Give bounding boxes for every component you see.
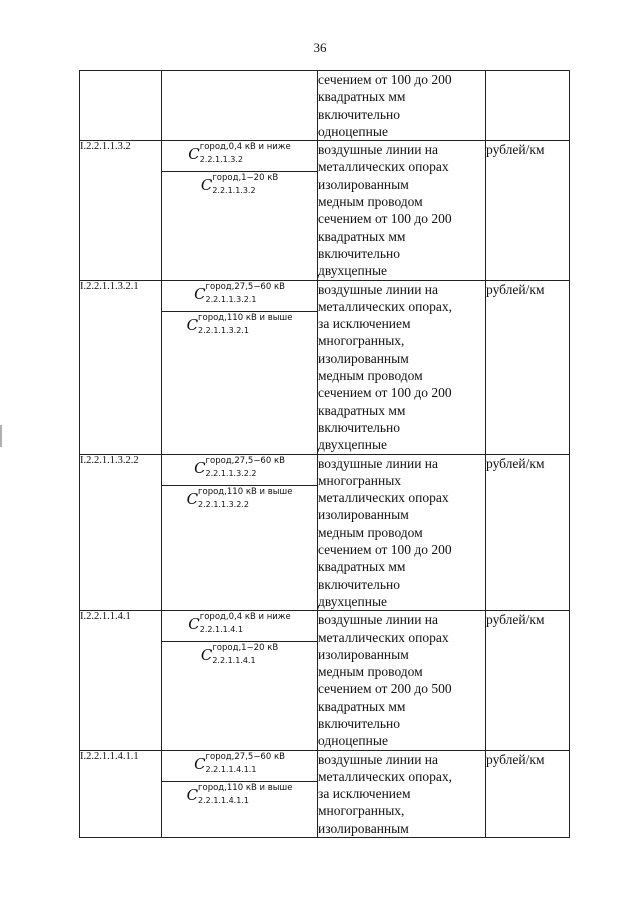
row-description: [318, 750, 486, 837]
description-line: за исключением: [318, 316, 411, 332]
coefficient-cell: [162, 280, 318, 454]
description-line: воздушные линии на: [318, 751, 439, 767]
description-line: квадратных мм: [318, 559, 406, 575]
coefficient-symbol: C: [200, 176, 213, 195]
description-line: включительно: [318, 576, 401, 592]
coefficient-symbol: C: [194, 754, 206, 773]
coefficient-superscript: город,27,5−60 кВ: [205, 281, 285, 292]
coefficient-cell: [162, 71, 318, 141]
description-line: изолированным: [318, 820, 409, 836]
row-unit: [486, 71, 570, 141]
row-description: [318, 280, 486, 454]
coefficient-symbol: C: [200, 646, 213, 665]
row-code: I.2.2.1.1.3.2.2: [80, 454, 162, 611]
description-line: квадратных мм: [318, 228, 406, 244]
tariff-table: [79, 70, 570, 838]
page-number: 36: [313, 40, 327, 55]
coefficient-formula: [162, 641, 317, 671]
description-line: воздушные линии на: [318, 612, 439, 628]
coefficient-cell: [162, 611, 318, 750]
description-line: двухцепные: [318, 437, 388, 453]
coefficient-subscript: 2.2.1.1.4.1.1: [198, 795, 249, 805]
description-line: включительно: [318, 245, 401, 261]
coefficient-superscript: город,1−20 кВ: [212, 173, 279, 184]
description-line: за исключением: [318, 786, 411, 802]
description-line: одноцепные: [318, 123, 388, 139]
description-line: воздушные линии на: [318, 142, 439, 158]
table-row: [80, 750, 570, 837]
row-description: [318, 611, 486, 750]
description-line: сечением от 100 до 200: [318, 72, 452, 87]
description-line: двухцепные: [318, 593, 388, 609]
coefficient-subscript: 2.2.1.1.4.1: [199, 625, 244, 635]
coefficient-superscript: город,0,4 кВ и ниже: [199, 142, 291, 153]
coefficient-formula: [162, 281, 317, 311]
description-line: сечением от 100 до 200: [318, 542, 452, 558]
row-description: [318, 71, 486, 141]
row-code: [80, 71, 162, 141]
coefficient-superscript: город,27,5−60 кВ: [205, 455, 285, 466]
table-row: [80, 611, 570, 750]
description-line: медным проводом: [318, 194, 423, 210]
description-line: двухцепные: [318, 263, 388, 279]
coefficient-formula: [162, 781, 317, 811]
coefficient-superscript: город,110 кВ и выше: [198, 486, 293, 497]
row-unit: рублей/км: [486, 141, 570, 280]
row-unit: рублей/км: [486, 611, 570, 750]
coefficient-formula: [162, 455, 317, 485]
table-body: [80, 71, 570, 838]
coefficient-subscript: 2.2.1.1.4.1.1: [205, 764, 257, 774]
coefficient-subscript: 2.2.1.1.4.1: [212, 656, 256, 666]
description-line: воздушные линии на: [318, 455, 439, 471]
description-line: многогранных: [318, 472, 402, 488]
coefficient-superscript: город,27,5−60 кВ: [205, 751, 285, 762]
description-line: изолированным: [318, 176, 409, 192]
coefficient-symbol: C: [188, 145, 200, 164]
description-line: медным проводом: [318, 368, 423, 384]
table-row: [80, 71, 570, 141]
coefficient-formula: [162, 751, 317, 781]
coefficient-subscript: 2.2.1.1.3.2.2: [198, 499, 249, 509]
row-code: I.2.2.1.1.4.1: [80, 611, 162, 750]
coefficient-symbol: C: [194, 284, 206, 303]
table-row: [80, 141, 570, 280]
table-row: [80, 280, 570, 454]
coefficient-formula: [162, 611, 317, 641]
description-line: металлических опорах,: [318, 298, 453, 314]
description-line: включительно: [318, 715, 401, 731]
description-line: многогранных,: [318, 803, 405, 819]
description-line: металлических опорах: [318, 490, 449, 506]
description-line: изолированным: [318, 350, 409, 366]
coefficient-formula: [162, 485, 317, 515]
description-line: сечением от 100 до 200: [318, 385, 452, 401]
description-line: медным проводом: [318, 524, 423, 540]
coefficient-superscript: город,1−20 кВ: [212, 643, 279, 654]
description-line: медным проводом: [318, 664, 423, 680]
row-code: I.2.2.1.1.3.2: [80, 141, 162, 280]
description-line: изолированным: [318, 507, 409, 523]
row-description: [318, 454, 486, 611]
coefficient-subscript: 2.2.1.1.3.2: [199, 155, 244, 165]
coefficient-symbol: C: [186, 489, 199, 508]
coefficient-superscript: город,0,4 кВ и ниже: [199, 612, 291, 623]
coefficient-superscript: город,110 кВ и выше: [198, 312, 293, 323]
row-description: [318, 141, 486, 280]
description-line: одноцепные: [318, 733, 388, 749]
description-line: квадратных мм: [318, 89, 406, 105]
coefficient-superscript: город,110 кВ и выше: [198, 782, 293, 793]
coefficient-subscript: 2.2.1.1.3.2.1: [205, 294, 257, 304]
coefficient-subscript: 2.2.1.1.3.2.1: [198, 325, 249, 335]
coefficient-symbol: C: [186, 315, 199, 334]
coefficient-formula: [162, 171, 317, 201]
row-unit: рублей/км: [486, 454, 570, 611]
coefficient-cell: [162, 750, 318, 837]
table-row: [80, 454, 570, 611]
coefficient-symbol: C: [188, 615, 200, 634]
coefficient-symbol: C: [186, 785, 199, 804]
description-line: многогранных,: [318, 333, 405, 349]
row-unit: рублей/км: [486, 280, 570, 454]
row-code: I.2.2.1.1.4.1.1: [80, 750, 162, 837]
description-line: металлических опорах,: [318, 768, 453, 784]
coefficient-cell: [162, 141, 318, 280]
coefficient-subscript: 2.2.1.1.3.2.2: [205, 468, 257, 478]
description-line: включительно: [318, 106, 401, 122]
description-line: включительно: [318, 419, 401, 435]
description-line: воздушные линии на: [318, 281, 439, 297]
description-line: металлических опорах: [318, 629, 449, 645]
description-line: сечением от 200 до 500: [318, 681, 452, 697]
description-line: изолированным: [318, 646, 409, 662]
coefficient-cell: [162, 454, 318, 611]
description-line: металлических опорах: [318, 159, 449, 175]
row-code: I.2.2.1.1.3.2.1: [80, 280, 162, 454]
coefficient-symbol: C: [194, 458, 206, 477]
coefficient-subscript: 2.2.1.1.3.2: [212, 186, 256, 196]
row-unit: рублей/км: [486, 750, 570, 837]
description-line: квадратных мм: [318, 698, 406, 714]
scan-margin-mark: [0, 425, 2, 447]
description-line: квадратных мм: [318, 402, 406, 418]
coefficient-formula: [162, 311, 317, 341]
description-line: сечением от 100 до 200: [318, 211, 452, 227]
coefficient-formula: [162, 141, 317, 171]
